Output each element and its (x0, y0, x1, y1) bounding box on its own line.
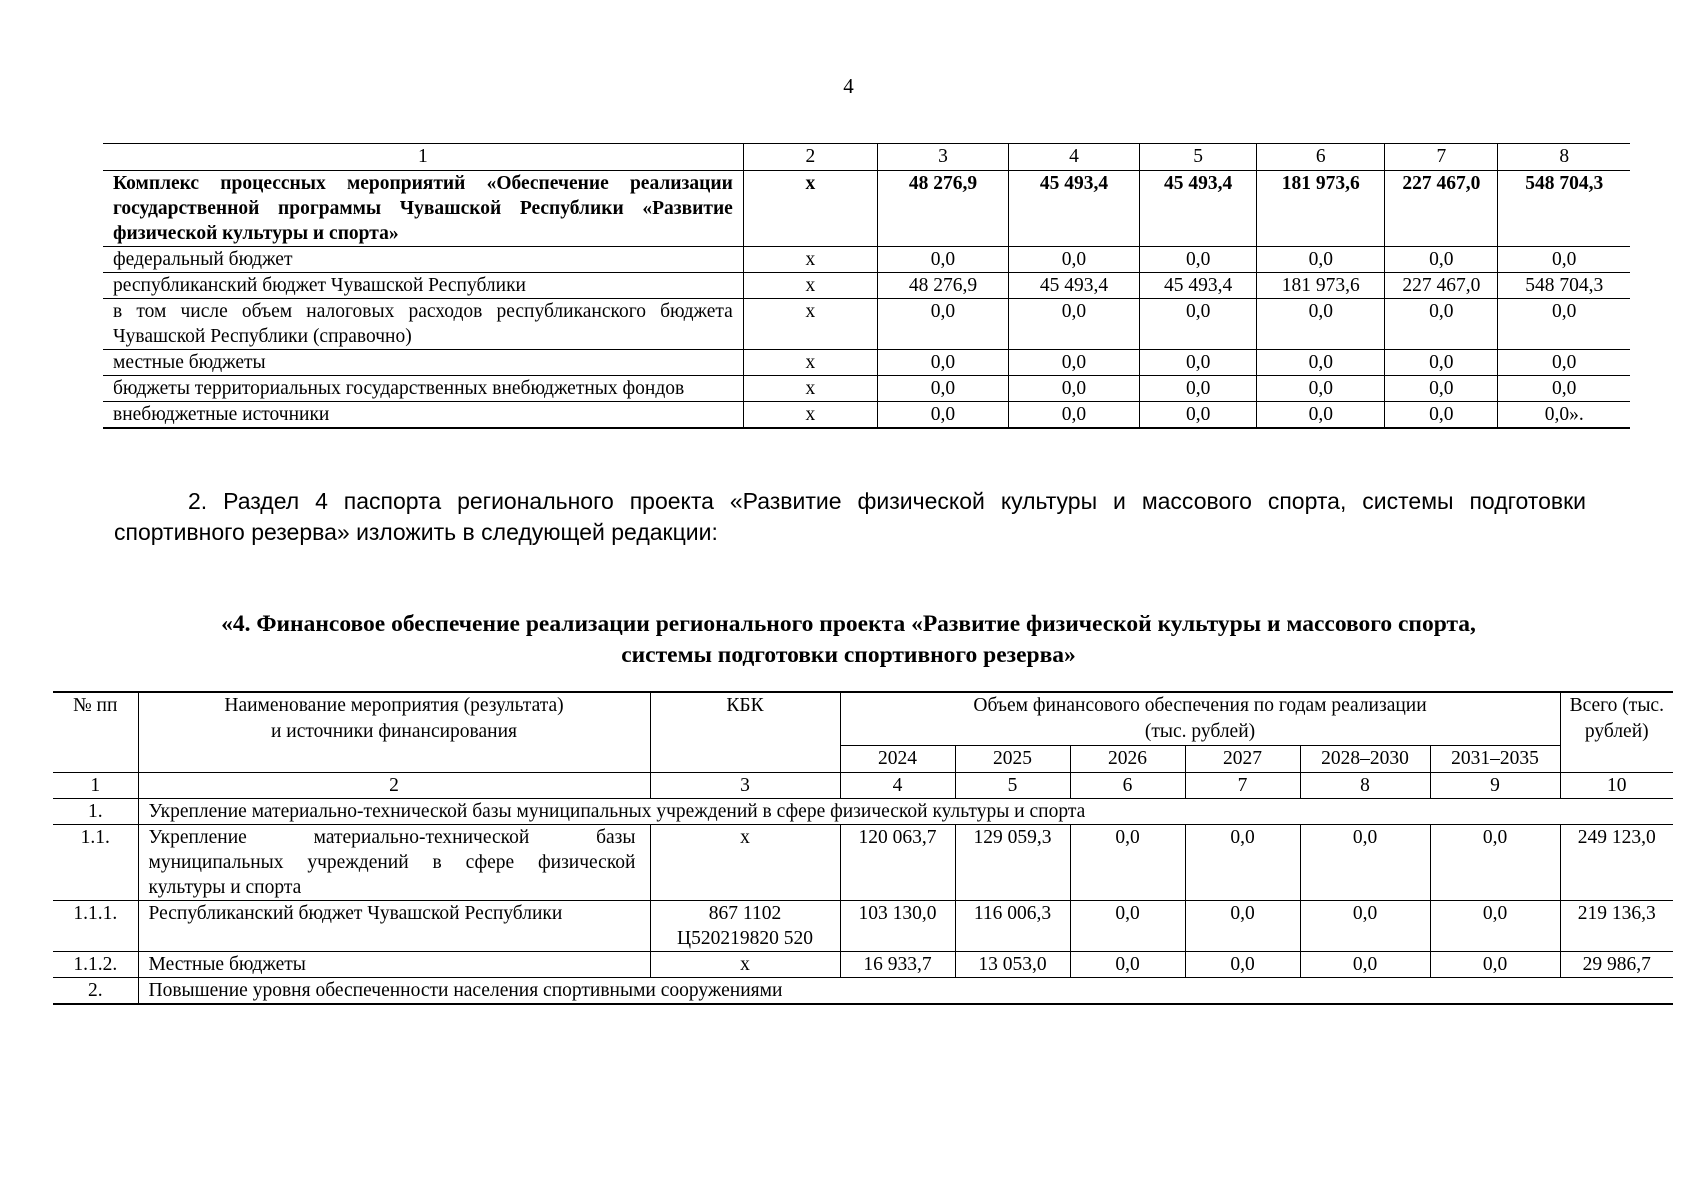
row-value: 0,0». (1498, 402, 1630, 429)
table-row (103, 247, 1630, 273)
row-value: 0,0 (1139, 402, 1256, 429)
table-row (53, 952, 1673, 978)
row-value: 0,0 (1498, 247, 1630, 273)
row-value: 103 130,0 (840, 901, 955, 952)
row-value: 0,0 (1430, 952, 1560, 978)
row-value: 0,0 (1008, 299, 1139, 350)
row-kbk: x (743, 299, 877, 350)
row-value: 0,0 (1257, 350, 1385, 376)
row-value: 0,0 (1385, 376, 1498, 402)
row-value: 227 467,0 (1385, 171, 1498, 247)
row-value: 129 059,3 (955, 825, 1070, 901)
column-number: 8 (1498, 144, 1630, 171)
column-number: 1 (53, 773, 138, 799)
column-number: 8 (1300, 773, 1430, 799)
row-total: 219 136,3 (1560, 901, 1673, 952)
row-value: 0,0 (1070, 952, 1185, 978)
row-value: 120 063,7 (840, 825, 955, 901)
row-value: 0,0 (1185, 825, 1300, 901)
row-value: 0,0 (1300, 825, 1430, 901)
column-number-row (53, 773, 1673, 799)
row-value: 0,0 (1008, 350, 1139, 376)
program-financing-table (103, 143, 1630, 429)
row-value: 0,0 (1300, 952, 1430, 978)
column-number: 7 (1185, 773, 1300, 799)
project-financing-table (53, 691, 1673, 1005)
table-header-row (103, 144, 1630, 171)
row-value: 45 493,4 (1008, 171, 1139, 247)
header-year: 2028–2030 (1300, 746, 1430, 773)
row-value: 0,0 (1185, 952, 1300, 978)
row-total: 249 123,0 (1560, 825, 1673, 901)
row-name: в том числе объем налоговых расходов республиканского бюджета Чувашской Республики (справочно) (103, 299, 743, 350)
section-heading (60, 609, 1637, 671)
row-num: 1.1.1. (53, 901, 138, 952)
row-name: республиканский бюджет Чувашской Республики (103, 273, 743, 299)
row-kbk (650, 952, 840, 978)
row-value: 0,0 (1385, 299, 1498, 350)
row-value: 0,0 (1385, 247, 1498, 273)
row-value: 13 053,0 (955, 952, 1070, 978)
row-kbk (650, 825, 840, 901)
row-value: 0,0 (1257, 402, 1385, 429)
column-number: 3 (650, 773, 840, 799)
row-kbk (650, 901, 840, 952)
row-value: 0,0 (1139, 376, 1256, 402)
row-name: местные бюджеты (103, 350, 743, 376)
row-value: 0,0 (1498, 299, 1630, 350)
row-value: 0,0 (1257, 299, 1385, 350)
column-number: 6 (1257, 144, 1385, 171)
table-row (103, 376, 1630, 402)
row-value: 0,0 (877, 247, 1008, 273)
row-name: бюджеты территориальных государственных внебюджетных фондов (103, 376, 743, 402)
row-total: 29 986,7 (1560, 952, 1673, 978)
column-number: 10 (1560, 773, 1673, 799)
header-year: 2027 (1185, 746, 1300, 773)
header-year: 2025 (955, 746, 1070, 773)
table-row (103, 299, 1630, 350)
row-name: Укрепление материально-технической базы муниципальных учреждений в сфере физической культуры и спорта (138, 825, 650, 901)
header-year: 2026 (1070, 746, 1185, 773)
table-row (103, 171, 1630, 247)
column-number: 4 (1008, 144, 1139, 171)
row-kbk: x (743, 350, 877, 376)
row-value: 0,0 (1139, 299, 1256, 350)
row-value: 0,0 (1139, 350, 1256, 376)
header-volume-line: Объем финансового обеспечения по годам реализации (973, 695, 1427, 716)
row-value: 45 493,4 (1139, 273, 1256, 299)
column-number: 4 (840, 773, 955, 799)
row-kbk: x (743, 376, 877, 402)
section-row (53, 799, 1673, 825)
row-value: 0,0 (877, 350, 1008, 376)
row-name: Местные бюджеты (138, 952, 650, 978)
header-volume-line: (тыс. рублей) (1144, 721, 1256, 742)
row-value: 0,0 (1257, 376, 1385, 402)
row-value: 0,0 (1385, 402, 1498, 429)
row-value: 0,0 (877, 402, 1008, 429)
column-number: 9 (1430, 773, 1560, 799)
table-row (53, 901, 1673, 952)
column-number: 5 (1139, 144, 1256, 171)
row-name: Комплекс процессных мероприятий «Обеспечение реализации государственной программы Чувашской Республики «Развитие физической культуры и спорта» (103, 171, 743, 247)
row-value: 45 493,4 (1008, 273, 1139, 299)
row-name: Республиканский бюджет Чувашской Республики (138, 901, 650, 952)
section-title: Укрепление материально-технической базы муниципальных учреждений в сфере физической культуры и спорта (138, 799, 1673, 825)
row-value: 0,0 (1498, 350, 1630, 376)
row-value: 0,0 (1008, 247, 1139, 273)
row-num: 1.1. (53, 825, 138, 901)
section-row (53, 978, 1673, 1005)
row-kbk: x (743, 171, 877, 247)
row-value: 0,0 (1070, 901, 1185, 952)
row-value: 0,0 (1385, 350, 1498, 376)
column-number: 2 (138, 773, 650, 799)
row-value: 0,0 (877, 299, 1008, 350)
row-value: 16 933,7 (840, 952, 955, 978)
row-kbk: x (743, 247, 877, 273)
row-value: 0,0 (1498, 376, 1630, 402)
row-value: 181 973,6 (1257, 273, 1385, 299)
header-year: 2024 (840, 746, 955, 773)
table-header-row (53, 692, 1673, 746)
row-value: 0,0 (1008, 402, 1139, 429)
row-value: 0,0 (1008, 376, 1139, 402)
row-value: 548 704,3 (1498, 171, 1630, 247)
row-num: 1.1.2. (53, 952, 138, 978)
header-volume (840, 692, 1560, 746)
row-kbk-line: 867 1102 (708, 903, 782, 924)
row-value: 0,0 (1430, 901, 1560, 952)
page-number: 4 (843, 74, 854, 98)
row-value: 0,0 (1300, 901, 1430, 952)
section-heading-line: системы подготовки спортивного резерва» (621, 642, 1076, 668)
header-name (138, 692, 650, 773)
row-value: 48 276,9 (877, 171, 1008, 247)
header-total: Всего (тыс. рублей) (1560, 692, 1673, 773)
row-value: 116 006,3 (955, 901, 1070, 952)
column-number: 7 (1385, 144, 1498, 171)
row-value: 0,0 (1070, 825, 1185, 901)
table-row (103, 273, 1630, 299)
row-value: 48 276,9 (877, 273, 1008, 299)
row-kbk: x (743, 273, 877, 299)
row-value: 0,0 (1257, 247, 1385, 273)
column-number: 3 (877, 144, 1008, 171)
header-name-line: Наименование мероприятия (результата) (224, 695, 564, 716)
section-num: 1. (53, 799, 138, 825)
amendment-paragraph: 2. Раздел 4 паспорта регионального проекта «Развитие физической культуры и массового спорта, системы подготовки спортивного резерва» изложить в следующей редакции: (114, 488, 1586, 545)
row-value: 0,0 (1185, 901, 1300, 952)
column-number: 1 (103, 144, 743, 171)
section-heading-line: «4. Финансовое обеспечение реализации регионального проекта «Развитие физической культуры и массового спорта, (221, 611, 1476, 637)
section-title: Повышение уровня обеспеченности населения спортивными сооружениями (138, 978, 1673, 1005)
table-row (103, 350, 1630, 376)
column-number: 5 (955, 773, 1070, 799)
row-value: 181 973,6 (1257, 171, 1385, 247)
row-value: 0,0 (877, 376, 1008, 402)
row-kbk-line: x (740, 827, 750, 848)
column-number: 2 (743, 144, 877, 171)
section-num: 2. (53, 978, 138, 1005)
row-value: 548 704,3 (1498, 273, 1630, 299)
row-value: 0,0 (1139, 247, 1256, 273)
row-name: внебюджетные источники (103, 402, 743, 429)
table-row (53, 825, 1673, 901)
row-kbk-line: Ц520219820 520 (677, 928, 813, 949)
header-year: 2031–2035 (1430, 746, 1560, 773)
row-kbk: x (743, 402, 877, 429)
header-kbk: КБК (650, 692, 840, 773)
header-num: № пп (53, 692, 138, 773)
row-value: 45 493,4 (1139, 171, 1256, 247)
header-name-line: и источники финансирования (270, 721, 517, 742)
column-number: 6 (1070, 773, 1185, 799)
row-name: федеральный бюджет (103, 247, 743, 273)
row-kbk-line: x (740, 954, 750, 975)
row-value: 227 467,0 (1385, 273, 1498, 299)
row-value: 0,0 (1430, 825, 1560, 901)
table-row (103, 402, 1630, 429)
